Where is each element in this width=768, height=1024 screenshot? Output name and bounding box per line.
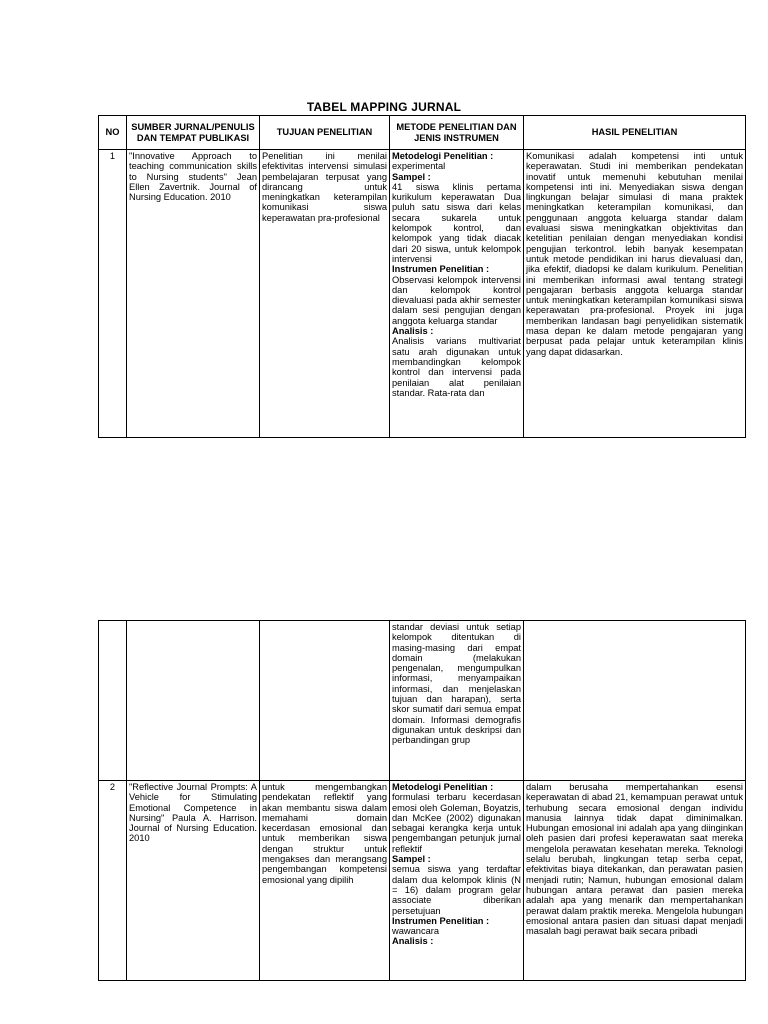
sumber-cell xyxy=(127,621,260,781)
row-number: 1 xyxy=(99,150,127,438)
metode-cell: standar deviasi untuk setiap kelompok ditentukan di masing-masing dari empat domain (melakukan pengenalan, mengumpulkan informasi, menyampaikan informasi, dan menjelaskan tujuan dan harapan), serta skor sumatif dari semua empat domain. Informasi demografis digunakan untuk deskripsi dan perbandingan grup xyxy=(390,621,524,781)
sumber-cell: "Innovative Approach to teaching communication skills to Nursing students" Jean Ellen Zavertnik. Journal of Nursing Education. 2010 xyxy=(127,150,260,438)
sampel-text: 41 siswa klinis pertama kurikulum keperawatan Dua puluh satu siswa dari kelas secara sukarela untuk kelompok kontrol, dan kelompok yang tidak diacak dari 20 siswa, untuk kelompok intervensi xyxy=(392,181,521,264)
header-tujuan: TUJUAN PENELITIAN xyxy=(260,116,390,150)
analisis-text: Analisis varians multivariat satu arah digunakan untuk membandingkan kelompok kontrol dan intervensi pada penilaian alat penilaian standar. Rata-rata dan xyxy=(392,336,521,398)
table-row xyxy=(99,781,746,981)
row-number xyxy=(99,621,127,781)
metode-label: Metodelogi Penelitian : xyxy=(392,151,494,161)
metode-label: Metodelogi Penelitian : xyxy=(392,782,494,792)
header-sumber: SUMBER JURNAL/PENULIS DAN TEMPAT PUBLIKASI xyxy=(127,116,260,150)
instrumen-text: Observasi kelompok intervensi dan kelompok kontrol dievaluasi pada akhir semester dalam sesi pengujian dengan anggota keluarga standar xyxy=(392,274,521,326)
sampel-label: Sampel : xyxy=(392,854,431,865)
sumber-cell: "Reflective Journal Prompts: A Vehicle for Stimulating Emotional Competence in Nursing" Paula A. Harrison. Journal of Nursing Education. 2010 xyxy=(127,781,260,981)
row-number: 2 xyxy=(99,781,127,981)
analisis-label: Analisis : xyxy=(392,936,434,947)
mapping-table-page2 xyxy=(98,620,746,981)
table-row xyxy=(99,621,746,781)
metode-text: formulasi terbaru kecerdasan emosi oleh Goleman, Boyatzis, dan McKee (2002) digunakan sebagai kerangka kerja untuk pengembangan petunjuk jurnal reflektif xyxy=(392,792,521,854)
instrumen-text: wawancara xyxy=(392,926,440,937)
instrumen-label: Instrumen Penelitian : xyxy=(392,264,490,275)
analisis-label: Analisis : xyxy=(392,326,434,337)
tujuan-cell: untuk mengembangkan pendekatan reflektif yang akan membantu siswa dalam memahami domain kecerdasan emosional dan untuk memberikan siswa dengan struktur untuk mengakses dan merangsang pengembangan kompetensi emosional yang dipilih xyxy=(260,781,390,981)
table-row xyxy=(99,150,746,438)
header-metode: METODE PENELITIAN DAN JENIS INSTRUMEN xyxy=(390,116,524,150)
hasil-cell xyxy=(524,621,746,781)
metode-cell xyxy=(390,150,524,438)
page-title: TABEL MAPPING JURNAL xyxy=(306,100,462,114)
table-header-row xyxy=(99,116,746,150)
tujuan-cell xyxy=(260,621,390,781)
tujuan-cell: Penelitian ini menilai efektivitas intervensi simulasi pembelajaran terpusat yang dirancang untuk meningkatkan keterampilan komunikasi siswa keperawatan pra-profesional xyxy=(260,150,390,438)
metode-text: experimental xyxy=(392,161,446,172)
sampel-text: semua siswa yang terdaftar dalam dua kelompok klinis (N = 16) dalam program gelar associate diberikan persetujuan xyxy=(392,864,521,916)
metode-cell xyxy=(390,781,524,981)
header-no: NO xyxy=(99,116,127,150)
hasil-cell: dalam berusaha mempertahankan esensi keperawatan di abad 21, kemampuan perawat untuk terhubung secara emosional dengan individu manusia lainnya tidak dapat diminimalkan. Hubungan emosional ini adalah apa yang diinginkan oleh pasien dari profesi keperawatan saat mereka mengelola perawatan kesehatan mereka. Teknologi selalu berubah, lingkungan tetap serba cepat, efektivitas biaya ditekankan, dan perawatan pasien menjadi rutin; Namun, hubungan emosional dalam hubungan antara perawat dan pasien mereka adalah apa yang menarik dan mempertahankan perawat dalam praktik mereka. Mengelola hubungan emosional antara pasien dan situasi dapat menjadi masalah bagi perawat baik secara pribadi xyxy=(524,781,746,981)
hasil-cell: Komunikasi adalah kompetensi inti untuk keperawatan. Studi ini memberikan pendekatan inovatif untuk memenuhi kebutuhan menilai kompetensi inti ini. Menyediakan siswa dengan lingkungan belajar simulasi di mana praktek meningkatkan keterampilan komunikasi, dan penggunaan anggota keluarga standar dalam evaluasi siswa meningkatkan objektivitas dan ketelitian penilaian dengan menyediakan kondisi pengujian terkontrol. lebih banyak kesempatan untuk metode pendidikan ini harus dievaluasi dan, jika efektif, diadopsi ke dalam kurikulum. Penelitian ini memberikan informasi awal tentang strategi pengajaran berbasis anggota keluarga standar untuk meningkatkan keterampilan komunikasi siswa keperawatan pra-profesional. Proyek ini juga memberikan landasan bagi penyelidikan sistematik masa depan ke dalam metode pengajaran yang berpusat pada pelajar untuk keterampilan klinis yang dapat didasarkan. xyxy=(524,150,746,438)
instrumen-label: Instrumen Penelitian : xyxy=(392,915,490,926)
sampel-label: Sampel : xyxy=(392,171,431,182)
mapping-table-page1 xyxy=(98,115,746,438)
header-hasil: HASIL PENELITIAN xyxy=(524,116,746,150)
